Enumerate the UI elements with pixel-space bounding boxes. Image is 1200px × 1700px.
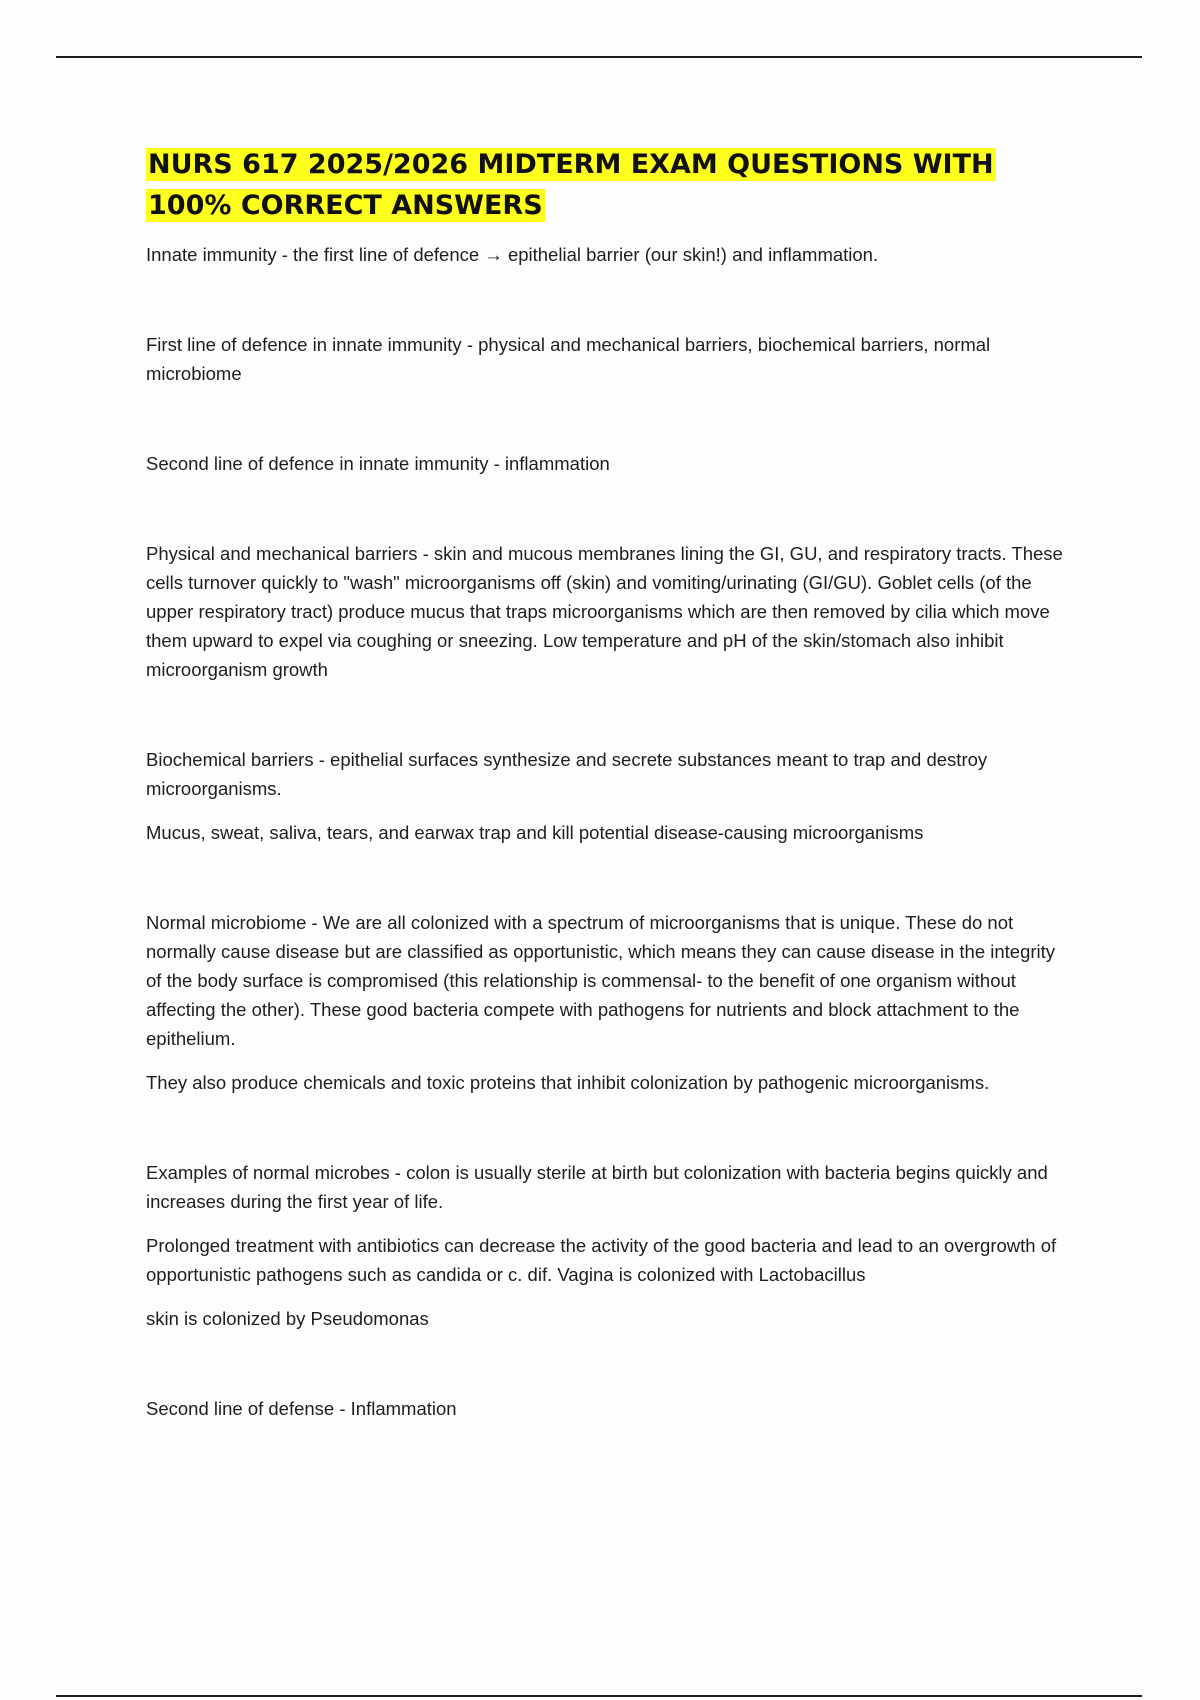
document-body [146, 144, 1066, 1423]
paragraph-normal-microbiome: Normal microbiome - We are all colonized with a spectrum of microorganisms that is unique. These do not normally cause disease but are classified as opportunistic, which means they can cause disease in the integrity of the body surface is compromised (this relationship is commensal- to the benefit of one organism without affecting the other). These good bacteria compete with pathogens for nutrients and block attachment to the epithelium. [146, 912, 1056, 1049]
paragraph-second-line-defence: Second line of defence in innate immunity - inflammation [146, 453, 610, 474]
paragraph-skin-pseudomonas: skin is colonized by Pseudomonas [146, 1308, 429, 1329]
title-line-1: NURS 617 2025/2026 MIDTERM EXAM QUESTIONS WITH [148, 149, 994, 180]
title-line-2: 100% CORRECT ANSWERS [148, 190, 543, 221]
top-divider [56, 56, 1142, 58]
paragraph-innate-immunity: Innate immunity - the first line of defence → epithelial barrier (our skin!) and inflammation. [146, 244, 879, 265]
paragraph-chemicals-proteins: They also produce chemicals and toxic proteins that inhibit colonization by pathogenic microorganisms. [146, 1072, 990, 1093]
paragraph-mucus-sweat: Mucus, sweat, saliva, tears, and earwax trap and kill potential disease-causing microorganisms [146, 822, 924, 843]
document-title [146, 144, 1066, 226]
paragraph-normal-microbes: Examples of normal microbes - colon is usually sterile at birth but colonization with bacteria begins quickly and increases during the first year of life. [146, 1162, 1048, 1212]
paragraph-second-line-inflammation: Second line of defense - Inflammation [146, 1398, 457, 1419]
paragraph-physical-barriers: Physical and mechanical barriers - skin and mucous membranes lining the GI, GU, and respiratory tracts. These cells turnover quickly to "wash" microorganisms off (skin) and vomiting/urinating (GI/GU). Goblet cells (of the upper respiratory tract) produce mucus that traps microorganisms which are then removed by cilia which move them upward to expel via coughing or sneezing. Low temperature and pH of the skin/stomach also inhibit microorganism growth [146, 543, 1063, 680]
bottom-divider [56, 1695, 1142, 1697]
paragraph-biochemical-barriers: Biochemical barriers - epithelial surfaces synthesize and secrete substances meant to trap and destroy microorganisms. [146, 749, 988, 799]
paragraph-first-line-defence: First line of defence in innate immunity - physical and mechanical barriers, biochemical barriers, normal microbiome [146, 334, 991, 384]
paragraph-antibiotics: Prolonged treatment with antibiotics can decrease the activity of the good bacteria and lead to an overgrowth of opportunistic pathogens such as candida or c. dif. Vagina is colonized with Lactobacillus [146, 1235, 1057, 1285]
